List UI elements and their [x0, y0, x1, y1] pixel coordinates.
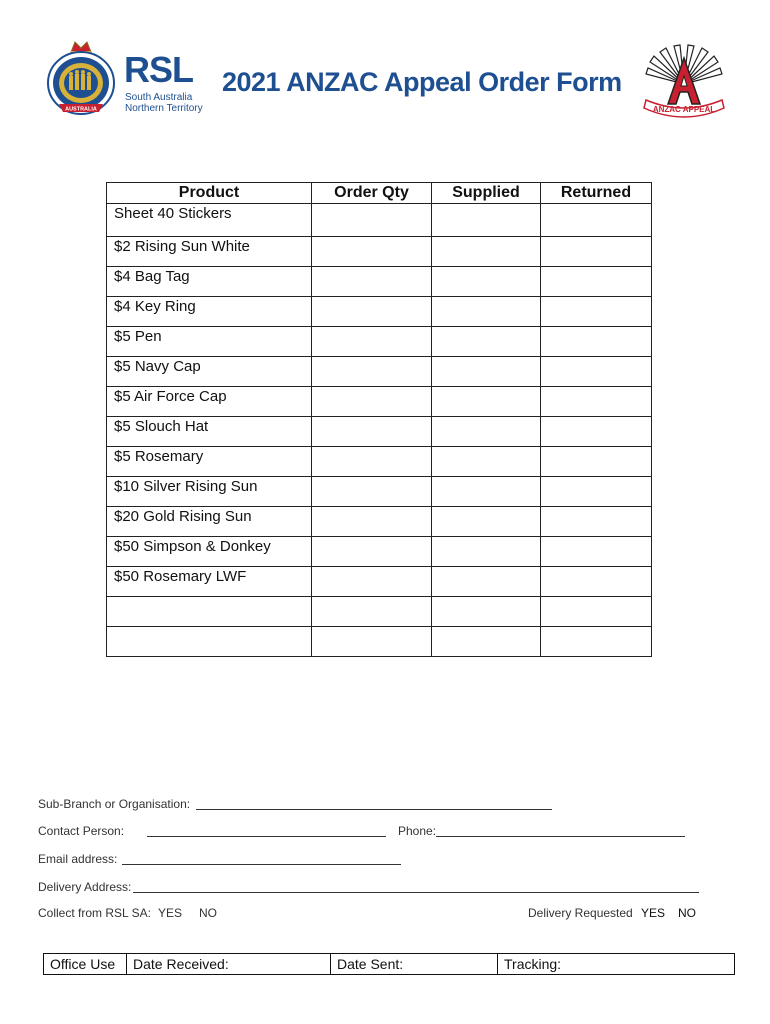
product-cell: $50 Rosemary LWF: [107, 567, 312, 597]
product-cell: $4 Bag Tag: [107, 267, 312, 297]
returned-cell[interactable]: [541, 597, 652, 627]
returned-cell[interactable]: [541, 567, 652, 597]
column-header-supplied: Supplied: [432, 183, 541, 204]
supplied-cell[interactable]: [432, 627, 541, 657]
returned-cell[interactable]: [541, 477, 652, 507]
product-cell: [107, 597, 312, 627]
returned-cell[interactable]: [541, 237, 652, 267]
sub-branch-label: Sub-Branch or Organisation:: [38, 797, 191, 811]
phone-field[interactable]: [436, 836, 685, 837]
sub-branch-field[interactable]: [196, 809, 552, 810]
returned-cell[interactable]: [541, 357, 652, 387]
supplied-cell[interactable]: [432, 417, 541, 447]
table-row: [107, 447, 652, 477]
table-row: [107, 327, 652, 357]
table-row: [107, 537, 652, 567]
table-row: [107, 357, 652, 387]
email-label: Email address:: [38, 852, 118, 866]
order-qty-cell[interactable]: [312, 327, 432, 357]
product-cell: $5 Slouch Hat: [107, 417, 312, 447]
product-cell: $4 Key Ring: [107, 297, 312, 327]
returned-cell[interactable]: [541, 267, 652, 297]
logo-ribbon-text: AUSTRALIA: [65, 106, 97, 113]
contact-person-label: Contact Person:: [38, 824, 125, 838]
order-qty-cell[interactable]: [312, 297, 432, 327]
product-cell: $50 Simpson & Donkey: [107, 537, 312, 567]
order-qty-cell[interactable]: [312, 417, 432, 447]
product-cell: $5 Pen: [107, 327, 312, 357]
returned-cell[interactable]: [541, 627, 652, 657]
collect-no-option[interactable]: NO: [199, 906, 217, 920]
table-row: [107, 597, 652, 627]
column-header-returned: Returned: [541, 183, 652, 204]
order-qty-cell[interactable]: [312, 597, 432, 627]
order-qty-cell[interactable]: [312, 447, 432, 477]
delivery-no-option[interactable]: NO: [678, 906, 696, 920]
supplied-cell[interactable]: [432, 537, 541, 567]
order-table: [106, 182, 652, 657]
delivery-address-label: Delivery Address:: [38, 880, 132, 894]
order-qty-cell[interactable]: [312, 267, 432, 297]
order-qty-cell[interactable]: [312, 237, 432, 267]
table-row: [107, 204, 652, 237]
rsl-badge-logo: [45, 38, 117, 118]
date-sent-label: Date Sent:: [337, 956, 404, 972]
office-use-label: Office Use: [50, 956, 116, 972]
anzac-logo-text: ANZAC APPEAL: [652, 105, 716, 114]
product-cell: $5 Air Force Cap: [107, 387, 312, 417]
delivery-address-field[interactable]: [133, 892, 699, 893]
collect-yes-option[interactable]: YES: [158, 906, 183, 920]
table-row: [107, 477, 652, 507]
returned-cell[interactable]: [541, 204, 652, 237]
supplied-cell[interactable]: [432, 477, 541, 507]
table-row: [107, 237, 652, 267]
table-row: [107, 387, 652, 417]
table-row: [107, 507, 652, 537]
order-qty-cell[interactable]: [312, 204, 432, 237]
contact-person-field[interactable]: [147, 836, 386, 837]
brand-name: RSL: [124, 49, 193, 90]
order-qty-cell[interactable]: [312, 387, 432, 417]
returned-cell[interactable]: [541, 327, 652, 357]
product-cell: $2 Rising Sun White: [107, 237, 312, 267]
product-cell: $20 Gold Rising Sun: [107, 507, 312, 537]
brand-subtitle-state: South Australia: [125, 92, 193, 103]
tracking-label: Tracking:: [504, 956, 562, 972]
date-received-label: Date Received:: [133, 956, 229, 972]
supplied-cell[interactable]: [432, 597, 541, 627]
product-cell: Sheet 40 Stickers: [107, 204, 312, 237]
product-cell: $5 Navy Cap: [107, 357, 312, 387]
product-cell: [107, 627, 312, 657]
column-header-product: Product: [107, 183, 312, 204]
product-cell: $5 Rosemary: [107, 447, 312, 477]
order-qty-cell[interactable]: [312, 627, 432, 657]
product-cell: $10 Silver Rising Sun: [107, 477, 312, 507]
table-row: [107, 267, 652, 297]
page-title: 2021 ANZAC Appeal Order Form: [222, 67, 622, 97]
supplied-cell[interactable]: [432, 204, 541, 237]
supplied-cell[interactable]: [432, 297, 541, 327]
supplied-cell[interactable]: [432, 447, 541, 477]
collect-from-rsl-label: Collect from RSL SA:: [38, 906, 151, 920]
email-field[interactable]: [122, 864, 401, 865]
table-header-row: [107, 183, 652, 204]
table-row: [107, 627, 652, 657]
phone-label: Phone:: [398, 824, 437, 838]
returned-cell[interactable]: [541, 447, 652, 477]
returned-cell[interactable]: [541, 507, 652, 537]
order-qty-cell[interactable]: [312, 507, 432, 537]
supplied-cell[interactable]: [432, 237, 541, 267]
order-qty-cell[interactable]: [312, 537, 432, 567]
supplied-cell[interactable]: [432, 567, 541, 597]
supplied-cell[interactable]: [432, 507, 541, 537]
returned-cell[interactable]: [541, 417, 652, 447]
delivery-yes-option[interactable]: YES: [641, 906, 666, 920]
table-row: [107, 297, 652, 327]
table-row: [107, 567, 652, 597]
returned-cell[interactable]: [541, 537, 652, 567]
anzac-appeal-logo: [638, 44, 730, 126]
returned-cell[interactable]: [541, 297, 652, 327]
supplied-cell[interactable]: [432, 327, 541, 357]
office-use-box: [43, 953, 735, 975]
table-row: [107, 417, 652, 447]
brand-subtitle-territory: Northern Territory: [125, 103, 203, 114]
returned-cell[interactable]: [541, 387, 652, 417]
supplied-cell[interactable]: [432, 357, 541, 387]
supplied-cell[interactable]: [432, 387, 541, 417]
column-header-order-qty: Order Qty: [312, 183, 432, 204]
order-qty-cell[interactable]: [312, 477, 432, 507]
order-qty-cell[interactable]: [312, 357, 432, 387]
supplied-cell[interactable]: [432, 267, 541, 297]
delivery-requested-label: Delivery Requested: [528, 906, 633, 920]
order-qty-cell[interactable]: [312, 567, 432, 597]
